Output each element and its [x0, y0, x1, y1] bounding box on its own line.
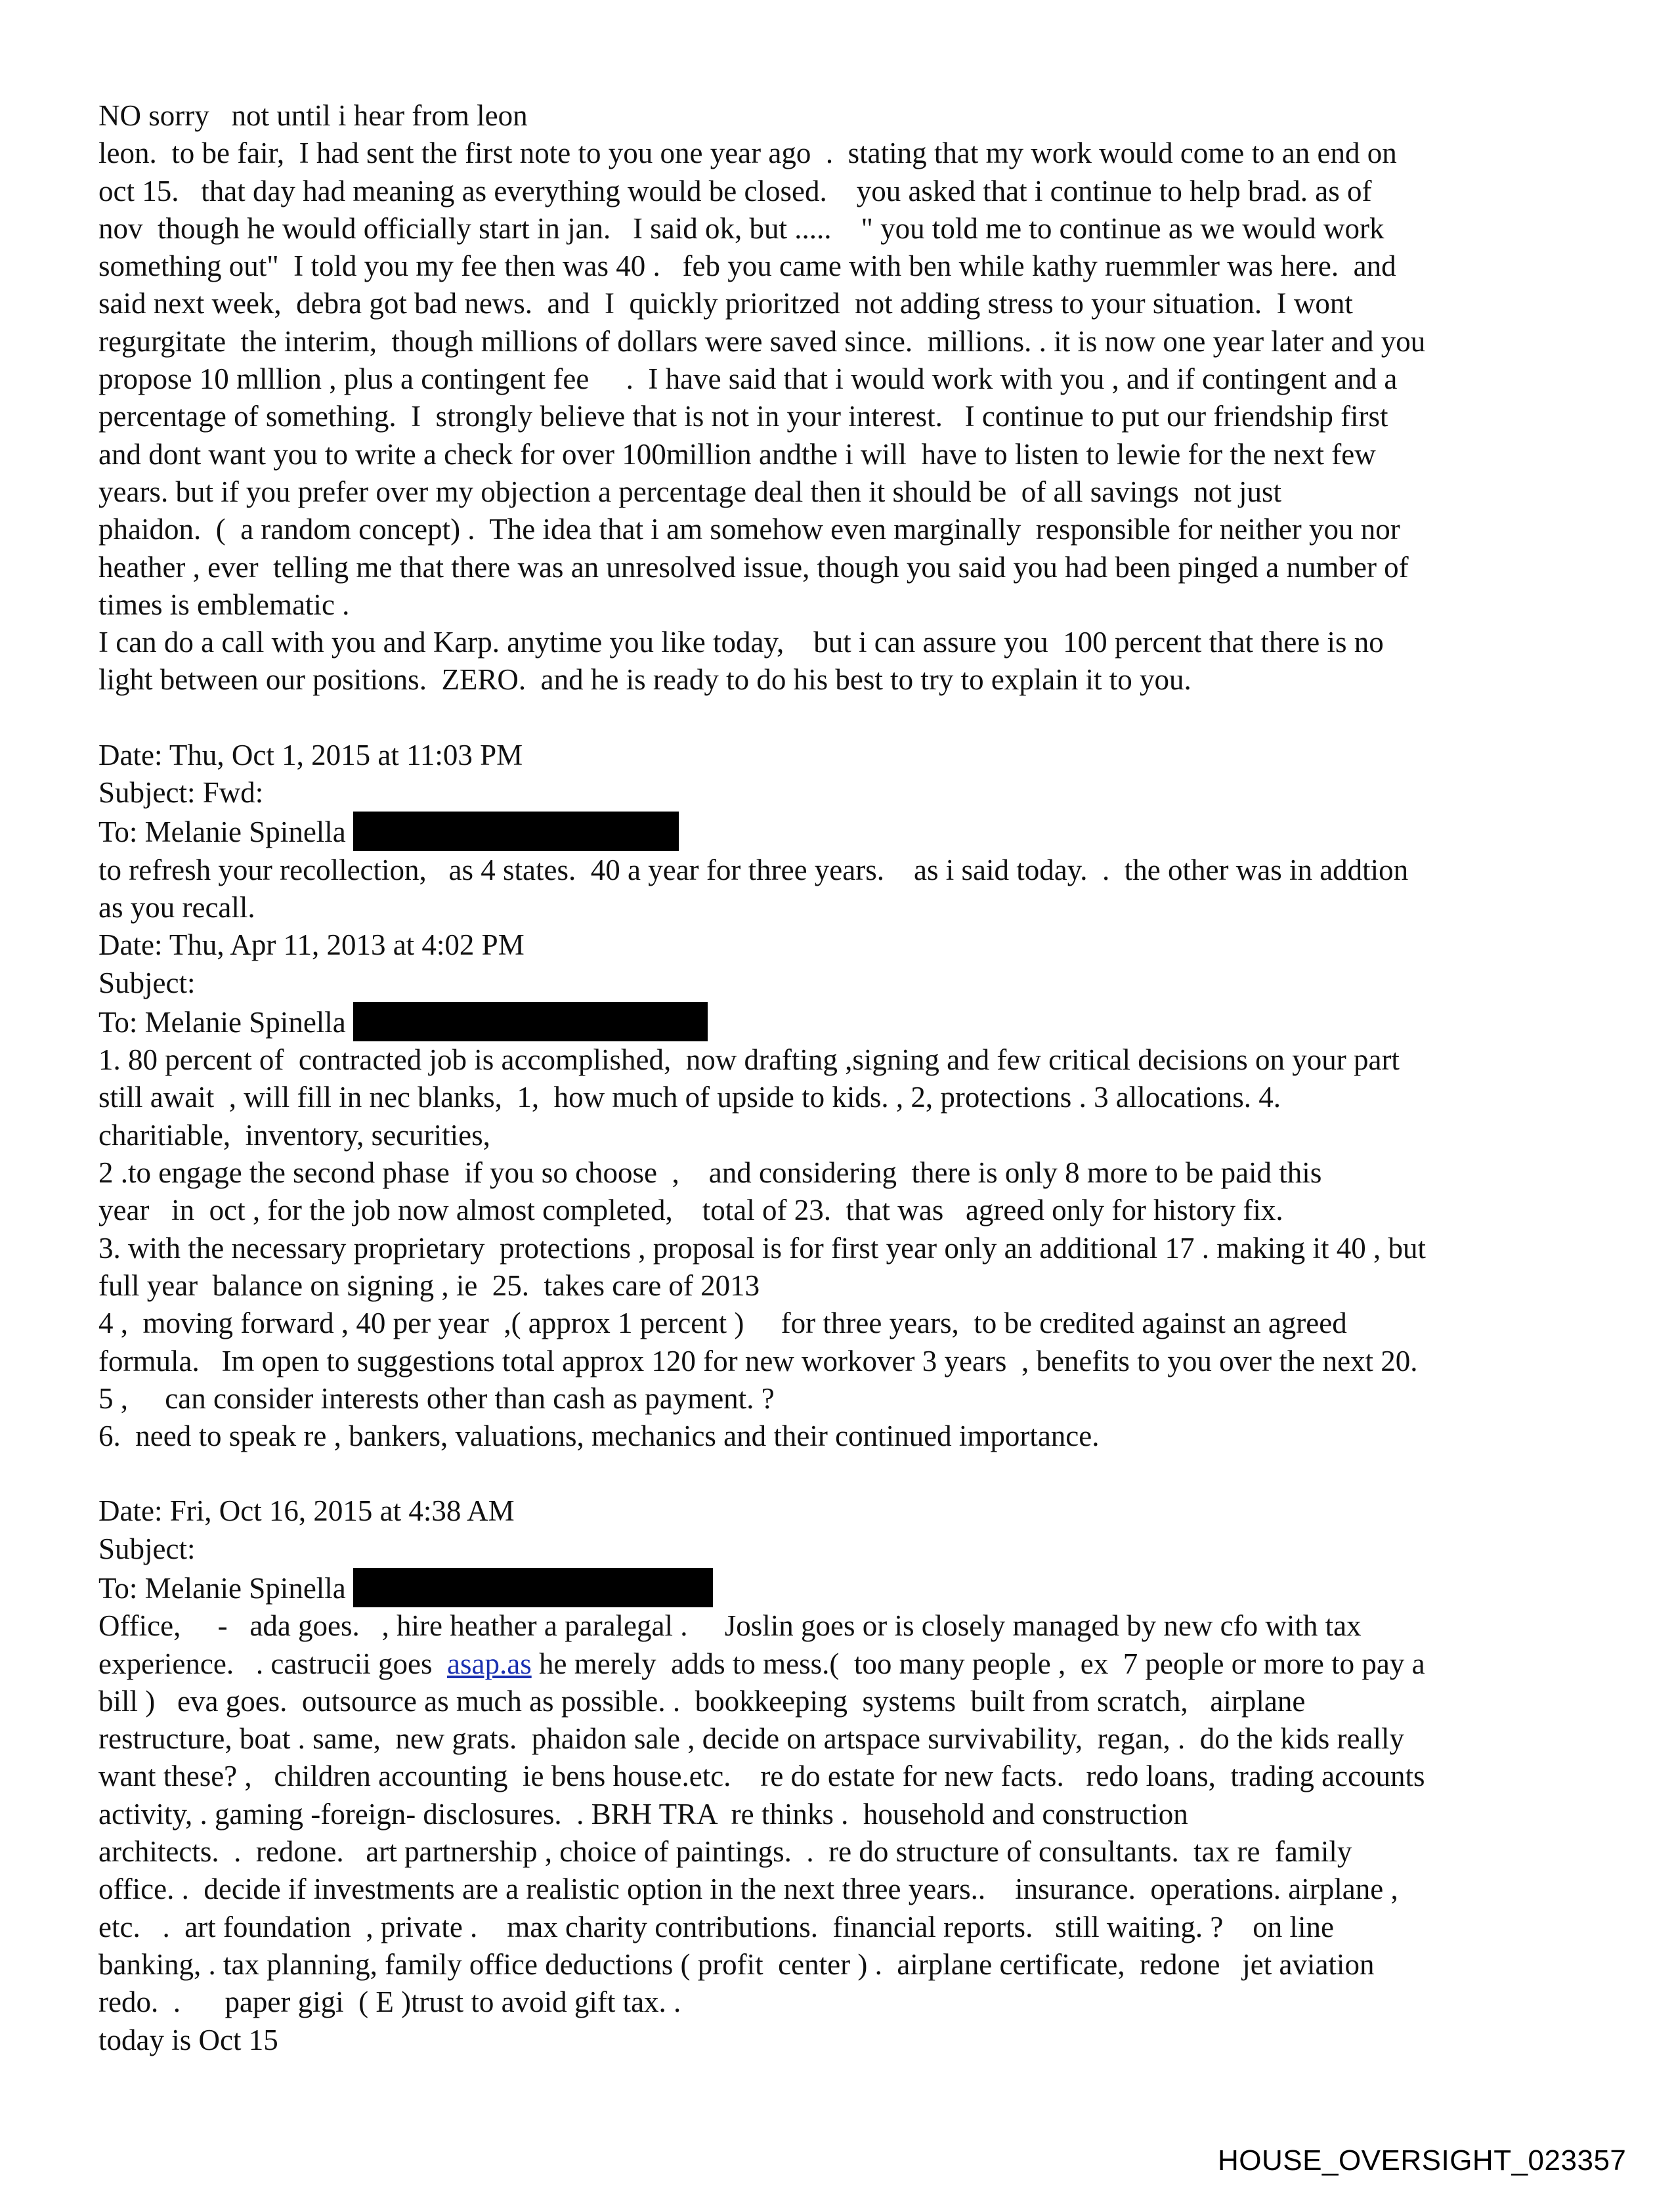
email-date: Date: Thu, Apr 11, 2013 at 4:02 PM	[98, 928, 525, 962]
email-3-line: 6. need to speak re , bankers, valuations, mechanics and their continued importance.	[98, 1420, 1100, 1453]
email-1-line: nov though he would officially start in jan. I said ok, but ..... " you told me to continue as we would work	[98, 211, 1384, 245]
email-1-line: I can do a call with you and Karp. anytime you like today, but i can assure you 100 percent that there is no	[98, 626, 1384, 659]
email-1-line: said next week, debra got bad news. and I quickly prioritzed not adding stress to your situation. I wont	[98, 287, 1353, 320]
redaction-box	[353, 1568, 713, 1607]
email-to	[98, 1568, 1576, 1607]
email-1-line: years. but if you prefer over my objection a percentage deal then it should be of all savings not just	[98, 475, 1281, 508]
redaction-box	[353, 812, 679, 851]
email-4-line: bill ) eva goes. outsource as much as possible. . bookkeeping systems built from scratch, airplane	[98, 1684, 1306, 1718]
email-4-line: banking, . tax planning, family office deductions ( profit center ) . airplane certificate, redone jet aviation	[98, 1947, 1375, 1981]
email-subject: Subject:	[98, 1532, 196, 1565]
email-subject: Subject:	[98, 966, 196, 999]
email-body-3	[98, 1041, 1576, 1455]
email-1-line: propose 10 mlllion , plus a contingent fee . I have said that i would work with you , and if contingent and a	[98, 362, 1398, 396]
email-4-line: Office, - ada goes. , hire heather a paralegal . Joslin goes or is closely managed by new cfo with tax	[98, 1609, 1362, 1643]
asap-link[interactable]: asap.as	[447, 1647, 532, 1680]
email-3-line: formula. Im open to suggestions total approx 120 for new workover 3 years , benefits to you over the next 20.	[98, 1344, 1418, 1377]
email-4-text: he merely adds to mess.( too many people , ex 7 people or more to pay a	[531, 1647, 1425, 1680]
email-3-line: charitiable, inventory, securities,	[98, 1118, 490, 1152]
email-body-1	[98, 97, 1576, 699]
email-to	[98, 812, 1576, 851]
email-1-line: something out" I told you my fee then was 40 . feb you came with ben while kathy ruemmler was here. and	[98, 249, 1396, 283]
email-3-line: 1. 80 percent of contracted job is accomplished, now drafting ,signing and few critical decisions on your part	[98, 1043, 1400, 1077]
email-4-line: architects. . redone. art partnership , choice of paintings. . re do structure of consultants. tax re family	[98, 1835, 1352, 1869]
email-4-line: restructure, boat . same, new grats. phaidon sale , decide on artspace survivability, regan, . do the kids really	[98, 1722, 1404, 1756]
email-date: Date: Thu, Oct 1, 2015 at 11:03 PM	[98, 738, 523, 771]
email-header-4	[98, 1492, 1576, 1607]
email-3-line: year in oct , for the job now almost completed, total of 23. that was agreed only for history fix.	[98, 1194, 1283, 1227]
email-3-line: full year balance on signing , ie 25. takes care of 2013	[98, 1269, 760, 1302]
email-header-2	[98, 737, 1576, 852]
email-4-line: activity, . gaming -foreign- disclosures. . BRH TRA re thinks . household and construction	[98, 1797, 1188, 1831]
email-3-line: 4 , moving forward , 40 per year ,( approx 1 percent ) for three years, to be credited against an agreed	[98, 1307, 1347, 1340]
email-to-label: To: Melanie Spinella	[98, 1005, 346, 1039]
email-4-line	[98, 1645, 1576, 1683]
email-4-line: today is Oct 15	[98, 2023, 278, 2056]
email-header-3	[98, 926, 1576, 1041]
email-2-line: to refresh your recollection, as 4 states. 40 a year for three years. as i said today. . the other was in addtion	[98, 853, 1409, 886]
email-1-line: NO sorry not until i hear from leon	[98, 99, 528, 132]
email-subject: Subject: Fwd:	[98, 776, 264, 810]
email-3-line: still await , will fill in nec blanks, 1, how much of upside to kids. , 2, protections . 3 allocations. 4.	[98, 1081, 1281, 1114]
email-4-line: want these? , children accounting ie bens house.etc. re do estate for new facts. redo loans, trading accounts	[98, 1760, 1425, 1793]
email-1-line: oct 15. that day had meaning as everything would be closed. you asked that i continue to help brad. as of	[98, 174, 1372, 207]
email-body-4	[98, 1607, 1576, 2059]
email-1-line: percentage of something. I strongly believe that is not in your interest. I continue to put our friendship first	[98, 400, 1388, 433]
document-page	[98, 97, 1576, 2059]
email-4-line: etc. . art foundation , private . max charity contributions. financial reports. still waiting. ? on line	[98, 1910, 1335, 1943]
email-3-line: 2 .to engage the second phase if you so choose , and considering there is only 8 more to be paid this	[98, 1156, 1322, 1190]
email-date: Date: Fri, Oct 16, 2015 at 4:38 AM	[98, 1494, 515, 1528]
email-to-label: To: Melanie Spinella	[98, 1571, 346, 1605]
email-1-line: phaidon. ( a random concept) . The idea that i am somehow even marginally responsible for neither you nor	[98, 513, 1400, 546]
email-3-line: 3. with the necessary proprietary protections , proposal is for first year only an additional 17 . making it 40 , but	[98, 1231, 1427, 1265]
email-body-2	[98, 852, 1576, 927]
email-to	[98, 1002, 1576, 1041]
bates-number: HOUSE_OVERSIGHT_023357	[1218, 2144, 1627, 2177]
email-to-label: To: Melanie Spinella	[98, 815, 346, 849]
email-1-line: leon. to be fair, I had sent the first note to you one year ago . stating that my work would come to an end on	[98, 137, 1397, 170]
email-2-line: as you recall.	[98, 890, 255, 924]
email-3-line: 5 , can consider interests other than cash as payment. ?	[98, 1381, 775, 1415]
email-1-line: regurgitate the interim, though millions of dollars were saved since. millions. . it is now one year later and you	[98, 324, 1426, 358]
email-4-line: redo. . paper gigi ( E )trust to avoid gift tax. .	[98, 1985, 681, 2019]
email-4-text: experience. . castrucii goes	[98, 1647, 448, 1680]
email-4-line: office. . decide if investments are a realistic option in the next three years.. insurance. operations. airplane ,	[98, 1873, 1398, 1906]
email-1-line: and dont want you to write a check for over 100million andthe i will have to listen to lewie for the next few	[98, 437, 1376, 471]
email-1-line: light between our positions. ZERO. and he is ready to do his best to try to explain it to you.	[98, 663, 1191, 697]
email-1-line: heather , ever telling me that there was an unresolved issue, though you said you had been pinged a number of	[98, 550, 1409, 584]
email-1-line: times is emblematic .	[98, 588, 350, 621]
redaction-box	[353, 1002, 708, 1041]
